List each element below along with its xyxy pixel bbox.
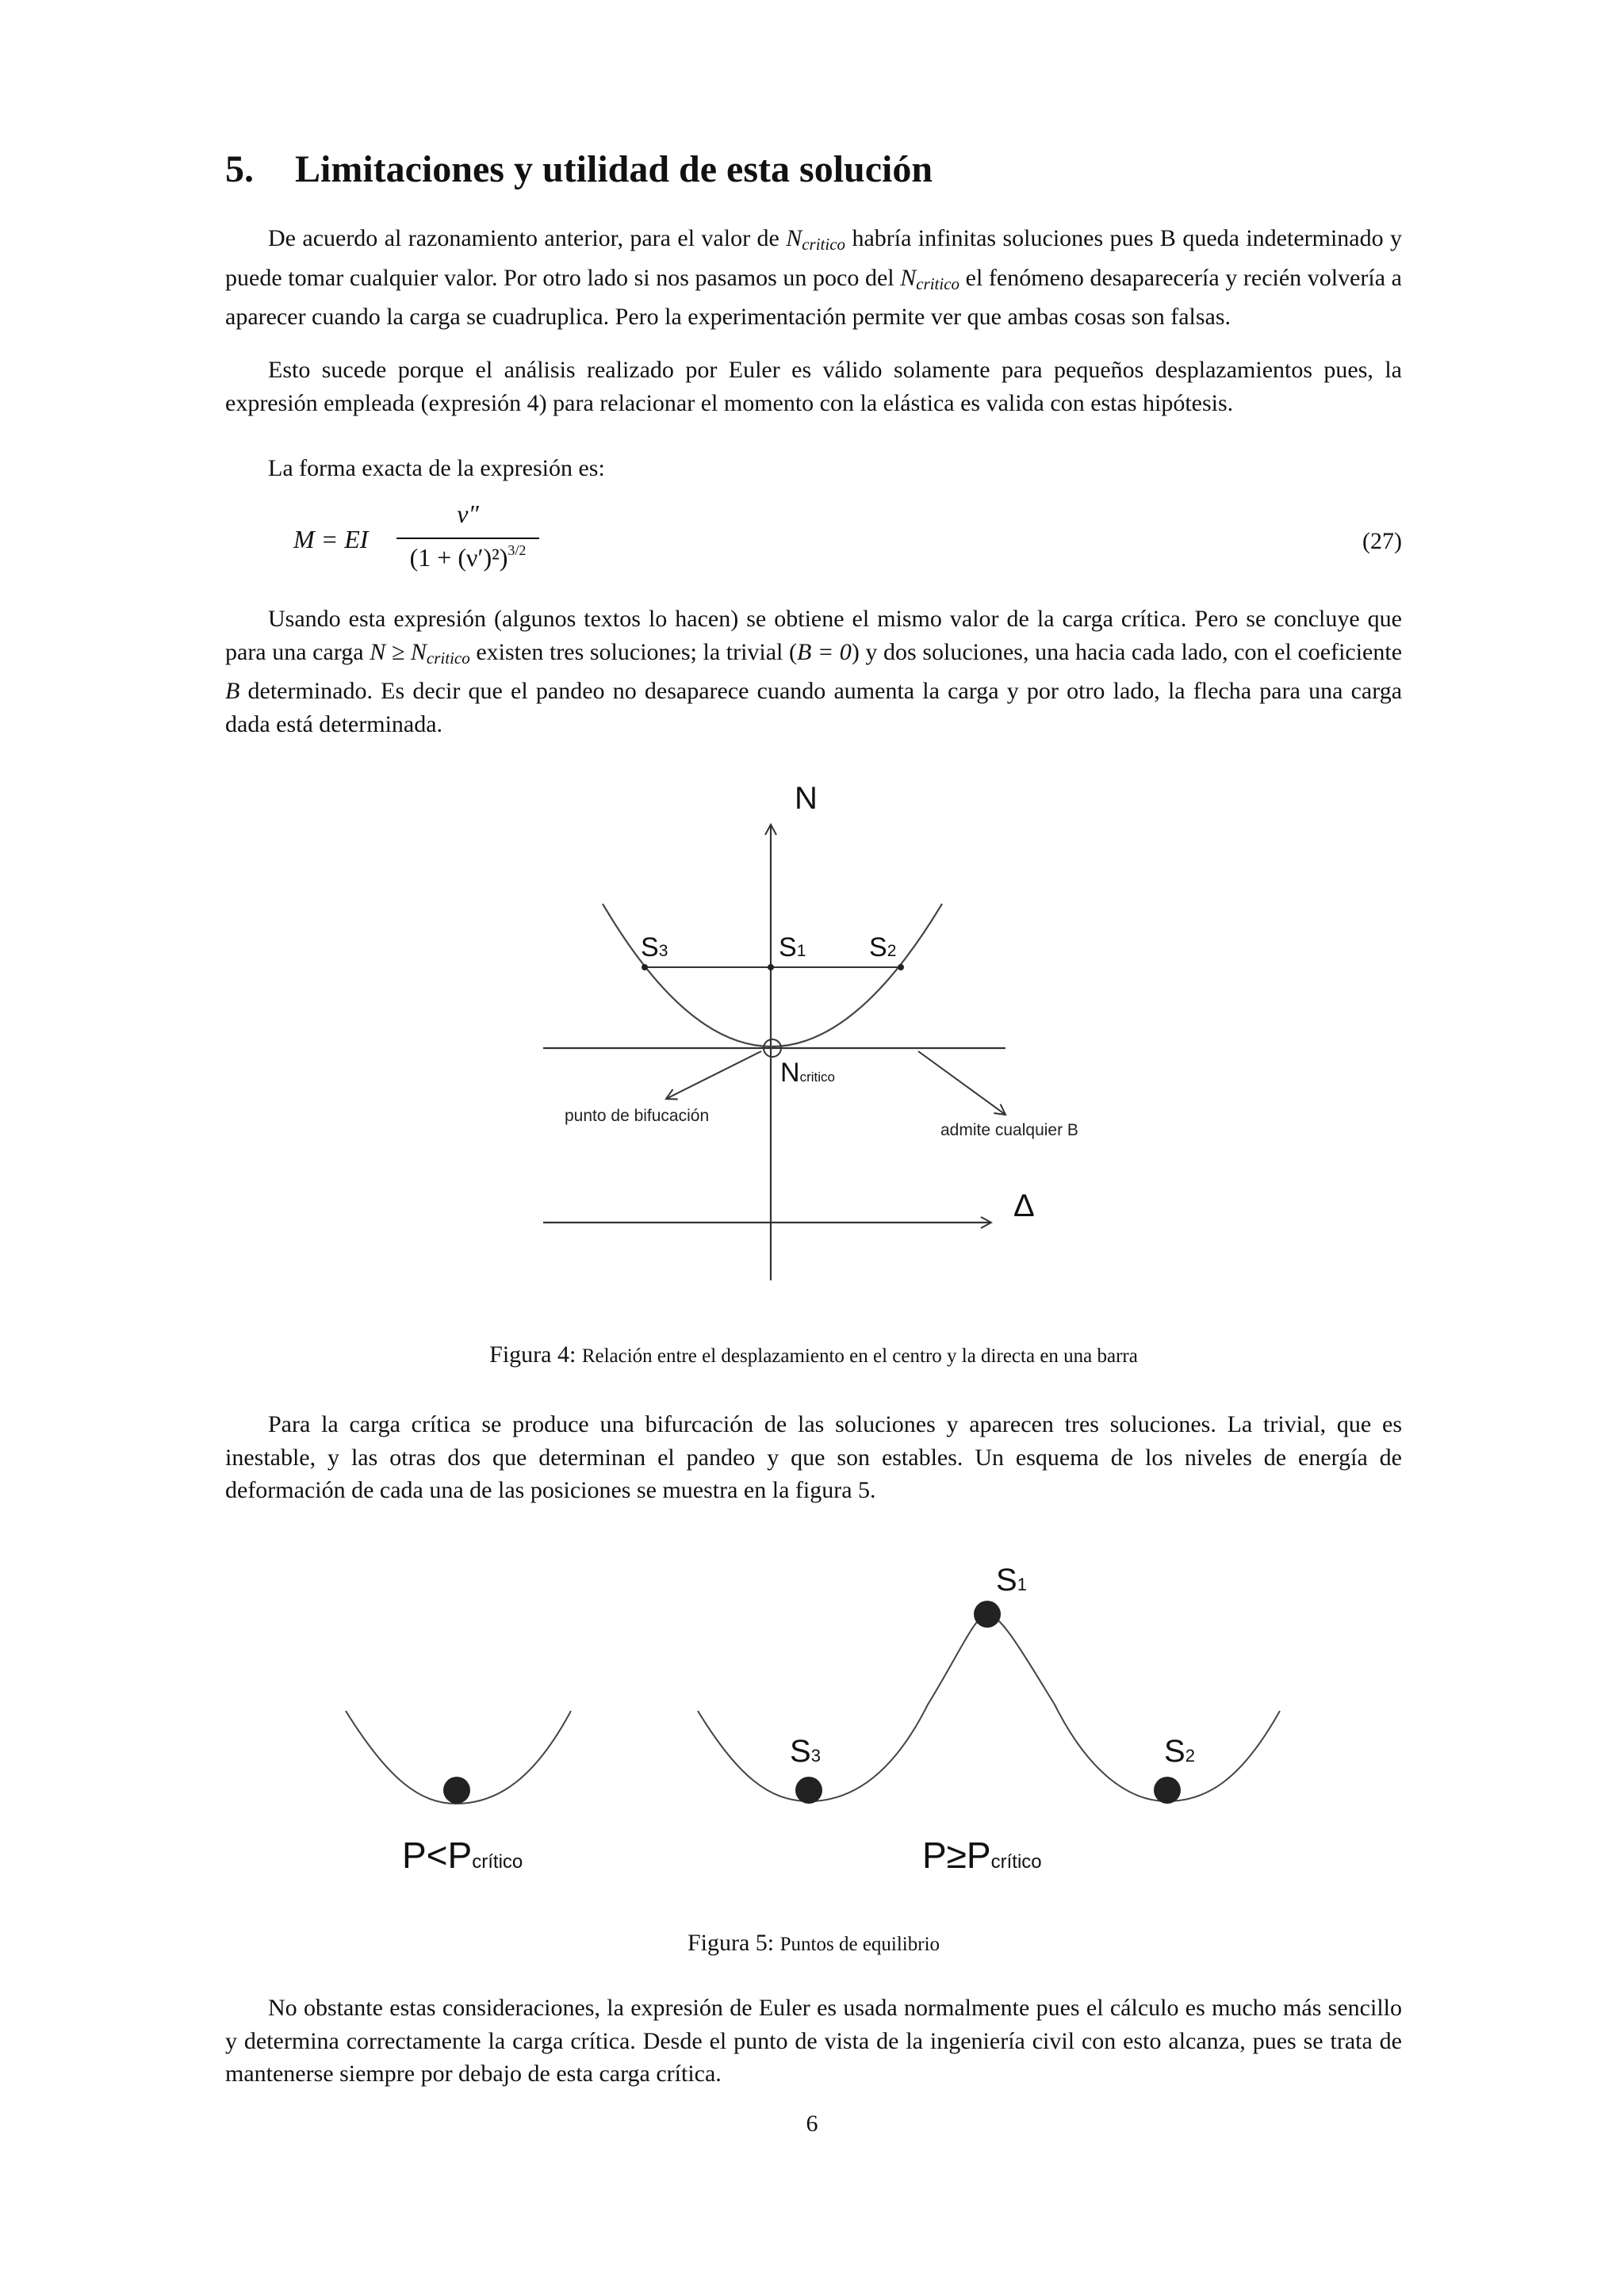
- equation-lhs: M = EI: [293, 525, 369, 553]
- paragraph-2: Esto sucede porque el análisis realizado por Euler es válido solamente para pequeños desplazamientos pues, la expresión empleada (expresión 4) para relacionar el momento con la elástica es valida con estas hipótesis.: [225, 357, 1402, 416]
- paragraph-5: Para la carga crítica se produce una bifurcación de las soluciones y aparecen tres soluciones. La trivial, que es inestable, y las otras dos que determinan el pandeo y que son estables. Un esquema de los niveles de energía de deformación de cada una de las posiciones se muestra en la figura 5.: [225, 1411, 1402, 1503]
- figure-5-caption: [225, 1930, 1402, 1957]
- p4-condition-sub: critico: [426, 648, 470, 668]
- n-axis-label: N: [795, 781, 818, 816]
- s3-label: S3: [641, 932, 668, 962]
- s2-label: S2: [869, 932, 897, 962]
- n-critico-label: Ncritico: [780, 1058, 835, 1088]
- equation-numerator: ν″: [457, 499, 479, 528]
- p1-text-c: el fenómeno desaparecería y recién volvería a aparecer cuando la carga se cuadruplica. Pero la experimentación permite ver que ambas cosas son falsas.: [225, 264, 1402, 330]
- figure-5-caption-text: Puntos de equilibrio: [779, 1934, 940, 1955]
- double-well-curve: [698, 1614, 1280, 1801]
- equation-number: (27): [1362, 528, 1402, 554]
- delta-axis-label: Δ: [1013, 1188, 1035, 1223]
- p4-trivial: B = 0: [797, 638, 852, 665]
- p1-n-critico-2: N: [900, 264, 917, 291]
- critical-label: P≥Pcrítico: [922, 1835, 1042, 1876]
- figure-5-caption-label: Figura 5:: [687, 1930, 775, 1956]
- subcritical-label: P<Pcrítico: [402, 1835, 523, 1876]
- fig5-s2-label: S2: [1164, 1734, 1195, 1769]
- section-title: Limitaciones y utilidad de esta solución: [295, 148, 933, 190]
- section-number: 5.: [225, 148, 254, 190]
- p1-text-b: habría infinitas soluciones pues B queda indeterminado y puede tomar cualquier valor. Por otro lado si nos pasamos un poco del: [225, 225, 1403, 291]
- p4-condition: N ≥ N: [370, 638, 427, 665]
- stable-ball: [443, 1777, 470, 1804]
- equation-exponent: 3/2: [508, 542, 527, 558]
- p1-text-a: De acuerdo al razonamiento anterior, para el valor de: [268, 225, 779, 251]
- p4-text-a: Usando esta expresión (algunos textos lo hacen) se obtiene el mismo valor de la carga crítica. Pero se concluye que para una carga: [225, 606, 1402, 665]
- s2-ball: [1154, 1777, 1181, 1804]
- fig5-s3-label: S3: [790, 1734, 821, 1769]
- bifurcation-label: punto de bifucación: [565, 1107, 710, 1125]
- p4-b-variable: B: [225, 678, 240, 704]
- p4-text-d: determinado. Es decir que el pandeo no desaparece cuando aumenta la carga y por otro lado, la flecha para una carga dada está determinada.: [225, 678, 1403, 737]
- page-number: 6: [806, 2110, 818, 2137]
- fig5-s1-label: S1: [996, 1563, 1027, 1598]
- figure-4-caption-text: Relación entre el desplazamiento en el centro y la directa en una barra: [581, 1345, 1138, 1367]
- p1-n-critico-sub: critico: [802, 235, 846, 254]
- s1-label: S1: [779, 932, 806, 962]
- paragraph-3: La forma exacta de la expresión es:: [268, 455, 605, 481]
- p4-text-c: ) y dos soluciones, una hacia cada lado, con el coeficiente: [851, 638, 1403, 665]
- p1-n-critico-2-sub: critico: [916, 274, 960, 293]
- s1-ball: [974, 1601, 1001, 1628]
- figure-4-caption-label: Figura 4:: [489, 1341, 576, 1368]
- p1-n-critico: N: [786, 225, 802, 251]
- p4-text-b: existen tres soluciones; la trivial (: [476, 638, 797, 665]
- equation-denominator-base: (1 + (ν′)²): [409, 543, 508, 572]
- paragraph-6: No obstante estas consideraciones, la expresión de Euler es usada normalmente pues el cálculo es mucho más sencillo y determina correctamente la carga crítica. Desde el punto de vista de la ingeniería civil con esto alcanza, pues se trata de mantenerse siempre por debajo de esta carga crítica.: [225, 1995, 1402, 2087]
- any-b-label: admite cualquier B: [940, 1121, 1078, 1139]
- s3-ball: [795, 1777, 822, 1804]
